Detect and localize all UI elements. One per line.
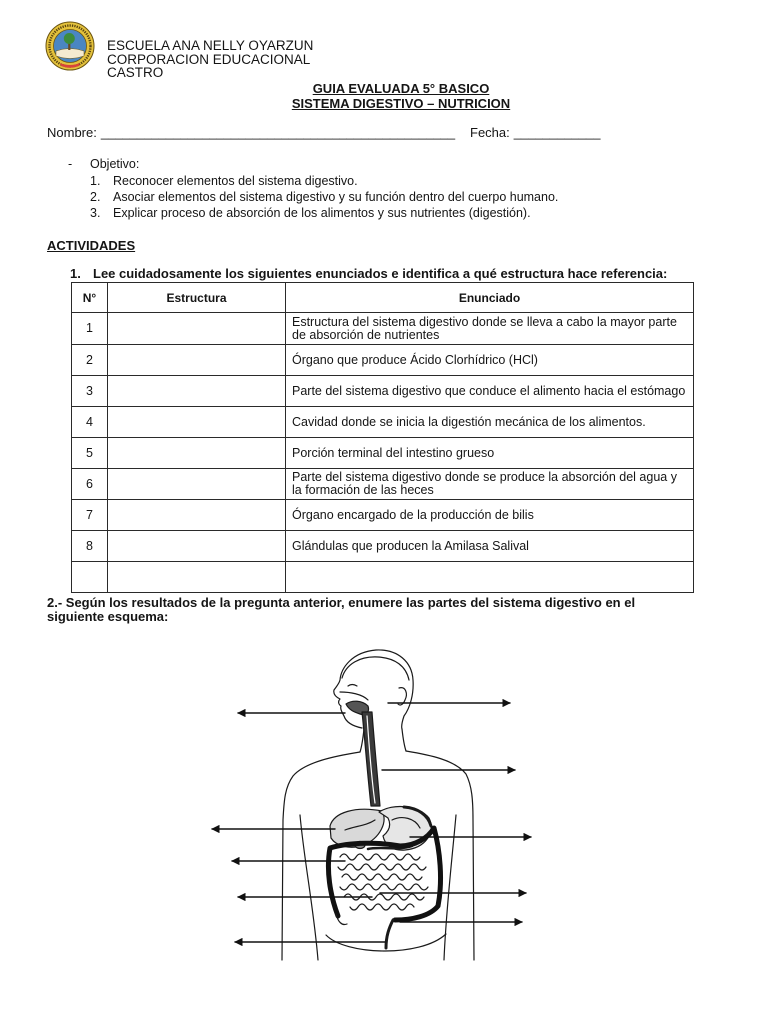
structures-table: [71, 282, 694, 593]
estructura-answer-cell: [108, 313, 286, 345]
row-number: 4: [72, 407, 108, 438]
school-header: [107, 39, 313, 80]
hair-line: [342, 657, 409, 680]
small-intestine-loop: [342, 874, 422, 880]
small-intestine-loop: [338, 864, 426, 870]
eye: [348, 685, 357, 687]
table-row: [72, 407, 694, 438]
city-name: CASTRO: [107, 65, 164, 80]
estructura-answer-cell: [108, 500, 286, 531]
header-enunciado: Enunciado: [286, 283, 694, 313]
objective-text: Explicar proceso de absorción de los alimentos y sus nutrientes (digestión).: [113, 206, 531, 220]
esophagus: [362, 712, 380, 806]
school-name: ESCUELA ANA NELLY OYARZUN: [107, 38, 314, 53]
name-field: [47, 126, 455, 140]
enunciado-cell: [286, 313, 694, 345]
torso-left-outline: [282, 752, 360, 960]
neck-left: [360, 729, 364, 752]
corporation-name: CORPORACION EDUCACIONAL: [107, 51, 311, 67]
enunciado-text: Parte del sistema digestivo que conduce el alimento hacia el estómago: [292, 383, 686, 398]
enunciado-text: Órgano encargado de la producción de bilis: [292, 507, 534, 522]
table-row: [72, 469, 694, 500]
name-label: Nombre:: [47, 125, 97, 140]
estructura-answer-cell: [108, 562, 286, 593]
row-number: 1: [72, 313, 108, 345]
objective-label: Objetivo:: [90, 157, 140, 171]
head-outline: [334, 650, 413, 729]
objective-number: 2.: [90, 190, 101, 204]
enunciado-cell: [286, 345, 694, 376]
table-row: [72, 531, 694, 562]
enunciado-cell: [286, 376, 694, 407]
left-arm-inner-line: [300, 815, 318, 960]
digestive-system-diagram: [200, 630, 545, 965]
row-number: 8: [72, 531, 108, 562]
table-row: [72, 562, 694, 593]
estructura-answer-cell: [108, 531, 286, 562]
enunciado-cell: [286, 407, 694, 438]
objective-number: 1.: [90, 174, 101, 188]
objective-text: Asociar elementos del sistema digestivo y su función dentro del cuerpo humano.: [113, 190, 559, 204]
question-1-number: 1.: [70, 266, 81, 281]
objective-text: Reconocer elementos del sistema digestivo.: [113, 174, 358, 188]
estructura-answer-cell: [108, 345, 286, 376]
question-1-prompt: Lee cuidadosamente los siguientes enunciados e identifica a qué estructura hace referencia:: [93, 266, 668, 281]
rectum: [386, 920, 393, 948]
enunciado-text: Parte del sistema digestivo donde se produce la absorción del agua y la formación de las heces: [292, 470, 677, 497]
title-line-2: [47, 96, 755, 111]
small-intestine-loop: [340, 884, 428, 890]
small-intestine-loop: [350, 904, 414, 910]
estructura-answer-cell: [108, 407, 286, 438]
row-number: 3: [72, 376, 108, 407]
enunciado-cell: [286, 531, 694, 562]
enunciado-text: Cavidad donde se inicia la digestión mecánica de los alimentos.: [292, 414, 646, 429]
seal-tree-crown: [64, 33, 75, 44]
title-line-1-text: GUIA EVALUADA 5° BASICO: [312, 81, 490, 96]
table-row: [72, 438, 694, 469]
estructura-answer-cell: [108, 469, 286, 500]
title-line-2-text: SISTEMA DIGESTIVO – NUTRICION: [291, 96, 511, 111]
name-blank-line: _________________________________________________: [100, 125, 456, 140]
table-header-row: [72, 283, 694, 313]
enunciado-text: Glándulas que producen la Amilasa Salival: [292, 538, 529, 553]
enunciado-cell: [286, 469, 694, 500]
date-field: [470, 126, 601, 140]
table-row: [72, 313, 694, 345]
table-row: [72, 345, 694, 376]
document-title: [47, 81, 755, 111]
objective-bullet: -: [68, 157, 73, 171]
enunciado-cell: [286, 500, 694, 531]
enunciado-text: Estructura del sistema digestivo donde se lleva a cabo la mayor parte de absorción de nutrientes: [292, 314, 677, 342]
activities-heading: ACTIVIDADES: [47, 238, 136, 253]
question-2-prompt: 2.- Según los resultados de la pregunta anterior, enumere las partes del sistema digestivo en el siguiente esquema:: [47, 595, 636, 624]
estructura-answer-cell: [108, 438, 286, 469]
row-number: 5: [72, 438, 108, 469]
enunciado-cell: [286, 438, 694, 469]
row-number: 2: [72, 345, 108, 376]
neck-right: [402, 729, 406, 751]
table-row: [72, 500, 694, 531]
enunciado-cell: [286, 562, 694, 593]
school-seal-icon: [45, 21, 95, 71]
enunciado-text: Porción terminal del intestino grueso: [292, 445, 495, 460]
small-intestine-loop: [340, 854, 420, 860]
estructura-answer-cell: [108, 376, 286, 407]
row-number: 7: [72, 500, 108, 531]
header-estructura: Estructura: [108, 283, 286, 313]
date-blank-line: ____________: [513, 125, 601, 140]
table-row: [72, 376, 694, 407]
enunciado-text: Órgano que produce Ácido Clorhídrico (HCl): [292, 352, 538, 367]
row-number: [72, 562, 108, 593]
objective-number: 3.: [90, 206, 101, 220]
row-number: 6: [72, 469, 108, 500]
nasal-cavity: [340, 692, 368, 700]
date-label: Fecha:: [470, 125, 510, 140]
title-line-1: [47, 81, 755, 96]
header-number: N°: [72, 283, 108, 313]
